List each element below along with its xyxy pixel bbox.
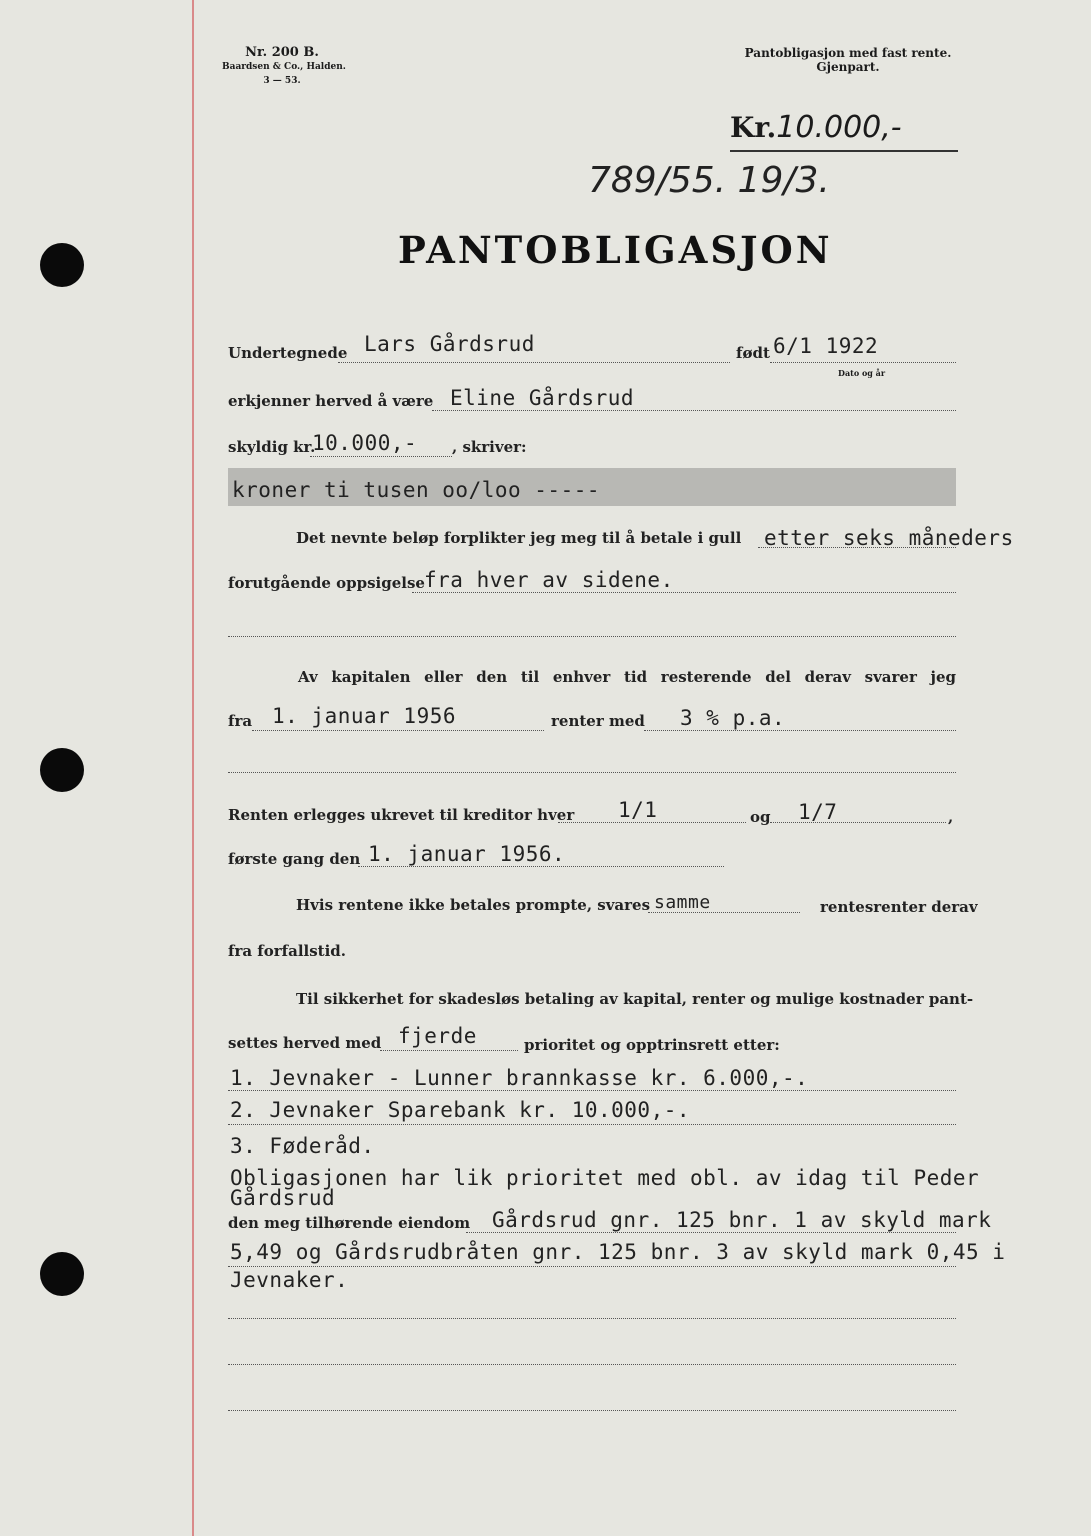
blank-line-3 (228, 1318, 956, 1319)
property-line: Gårdsrud gnr. 125 bnr. 1 av skyld mark (492, 1208, 992, 1232)
notice-line (412, 592, 956, 593)
registration-note: 789/55. 19/3. (588, 160, 830, 201)
copy-label: Gjenpart. (816, 60, 880, 74)
print-date: 3 — 53. (263, 76, 301, 86)
form-number: Nr. 200 B. (245, 45, 319, 60)
property-label: den meg tilhørende eiendom (228, 1214, 471, 1232)
form-type: Pantobligasjon med fast rente. (744, 46, 952, 60)
punch-hole-middle (40, 748, 84, 792)
undersigned-line (338, 362, 730, 363)
born-value: 6/1 1922 (773, 334, 879, 358)
from-line (252, 730, 544, 731)
from-label: fra (228, 712, 253, 730)
property-underline-2 (228, 1266, 956, 1267)
priority-item: Gårdsrud (230, 1186, 336, 1210)
property-underline-1 (466, 1232, 956, 1233)
red-margin-line (192, 0, 194, 1536)
blank-line-2 (228, 772, 956, 773)
blank-line-4 (228, 1364, 956, 1365)
late-value: samme (654, 892, 711, 913)
paid-value-1: 1/1 (618, 798, 658, 822)
born-line (770, 362, 956, 363)
blank-line-1 (228, 636, 956, 637)
creditor-value: Eline Gårdsrud (450, 386, 635, 410)
acknowledge-label: erkjenner herved å være (228, 392, 434, 410)
writes-label: , skriver: (452, 438, 527, 456)
paid-line-2 (770, 822, 946, 823)
priority-item: 1. Jevnaker - Lunner brannkasse kr. 6.000,-. (230, 1066, 809, 1090)
notice-value: fra hver av sidene. (424, 568, 674, 592)
paid-line-1 (558, 822, 746, 823)
owing-line (310, 456, 452, 457)
paid-value-2: 1/7 (798, 800, 838, 824)
late-text: Hvis rentene ikke betales prompte, svares (296, 896, 651, 914)
priority-item: Obligasjonen har lik prioritet med obl. av idag til Peder (230, 1166, 980, 1190)
property-line: Jevnaker. (230, 1268, 349, 1292)
owing-value: 10.000,- (312, 431, 418, 455)
document-title: PANTOBLIGASJON (398, 228, 833, 272)
blank-line-5 (228, 1410, 956, 1411)
notice-label: forutgående oppsigelse (228, 574, 425, 592)
security-text: Til sikkerhet for skadesløs betaling av kapital, renter og mulige kostnader pant- (296, 990, 974, 1008)
first-value: 1. januar 1956. (368, 842, 566, 866)
amount-prefix: Kr. (730, 111, 777, 144)
first-line (358, 866, 724, 867)
priority-line-1 (228, 1090, 956, 1091)
priority-label: prioritet og opptrinsrett etter: (524, 1036, 780, 1054)
date-year-hint: Dato og år (838, 368, 886, 378)
printer-block (222, 45, 346, 88)
punch-hole-bottom (40, 1252, 84, 1296)
interest-text: Av kapitalen eller den til enhver tid resterende del derav svarer jeg (298, 668, 956, 686)
obligation-value: etter seks måneders (764, 526, 1014, 550)
late-line2: fra forfallstid. (228, 942, 347, 960)
punch-hole-top (40, 243, 84, 287)
rate-line (644, 730, 956, 731)
paid-comma: , (948, 808, 954, 826)
pledge-line (380, 1050, 518, 1051)
priority-line-2 (228, 1124, 956, 1125)
printer-name: Baardsen & Co., Halden. (222, 62, 346, 72)
undersigned-label: Undertegnede (228, 344, 348, 362)
property-line: 5,49 og Gårdsrudbråten gnr. 125 bnr. 3 av skyld mark 0,45 i (230, 1240, 1006, 1264)
pledge-value: fjerde (398, 1024, 477, 1048)
amount-line (730, 110, 902, 145)
rate-value: 3 % p.a. (680, 706, 786, 730)
from-value: 1. januar 1956 (272, 704, 457, 728)
priority-item: 2. Jevnaker Sparebank kr. 10.000,-. (230, 1098, 691, 1122)
rate-label: renter med (551, 712, 645, 730)
form-type-block (718, 46, 978, 74)
and-label: og (750, 808, 771, 826)
first-label: første gang den (228, 850, 361, 868)
priority-item: 3. Føderåd. (230, 1134, 375, 1158)
born-label: født (736, 344, 770, 362)
paid-label: Renten erlegges ukrevet til kreditor hver (228, 806, 575, 824)
creditor-line (432, 410, 956, 411)
undersigned-value: Lars Gårdsrud (364, 332, 535, 356)
amount-value: 10.000,- (776, 110, 902, 145)
late-suffix: rentesrenter derav (820, 898, 978, 916)
owing-label: skyldig kr. (228, 438, 316, 456)
pledge-label: settes herved med (228, 1034, 382, 1052)
amount-underline (730, 150, 958, 152)
amount-words: kroner ti tusen oo/loo ----- (232, 478, 601, 502)
obligation-text: Det nevnte beløp forplikter jeg meg til å betale i gull (296, 529, 742, 547)
